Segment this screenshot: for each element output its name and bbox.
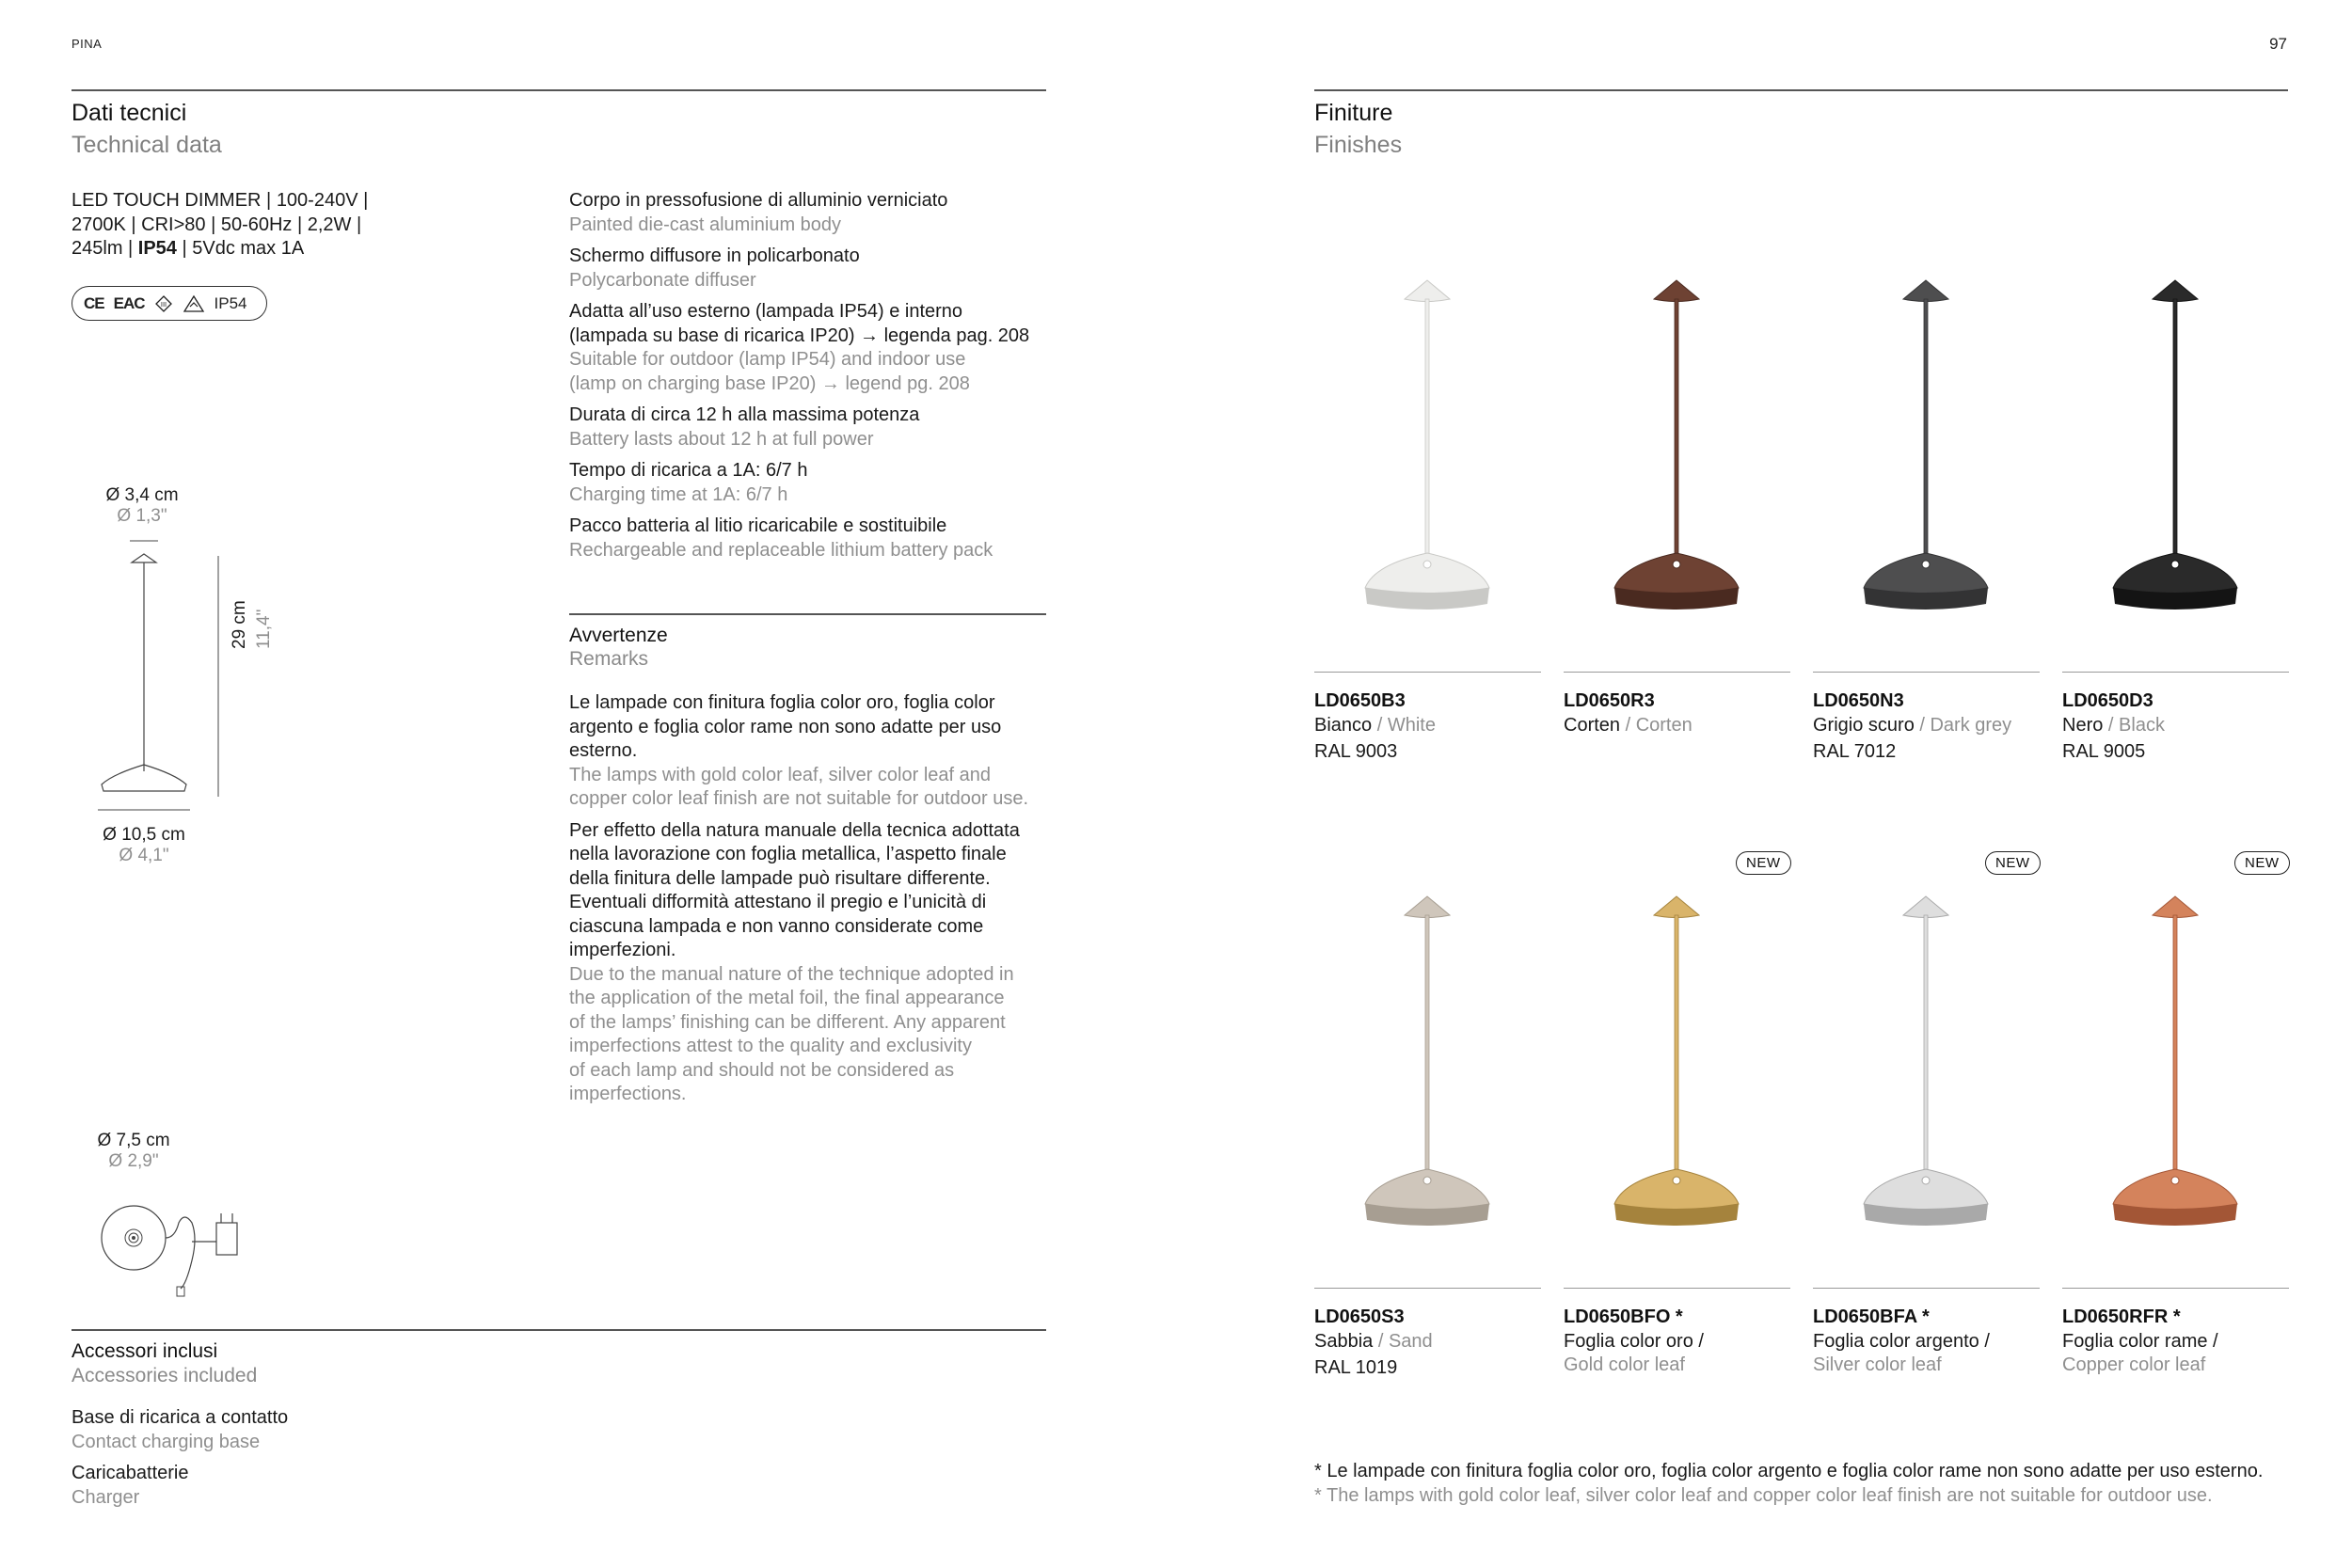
finish-code: LD0650BFO * xyxy=(1564,1307,1683,1327)
lamp-figure xyxy=(1352,254,1502,635)
finish-name xyxy=(1564,1330,1808,1377)
feature-text-en: Suitable for outdoor (lamp IP54) and indoor use xyxy=(569,349,966,370)
feature-text: Adatta all’uso esterno (lampada IP54) e interno xyxy=(569,301,963,322)
remarks-line-en: of the lamps’ finishing can be different. Any apparent xyxy=(569,1011,1006,1033)
divider xyxy=(1314,672,1541,673)
finish-card xyxy=(1314,235,1541,762)
finish-card xyxy=(1813,235,2040,762)
footnote: * Le lampade con finitura foglia color oro, foglia color argento e foglia color rame non sono adatte per uso esterno. xyxy=(1314,1461,2264,1481)
new-badge: NEW xyxy=(1985,851,2041,875)
finish-name-it: Foglia color rame / xyxy=(2062,1331,2218,1352)
finish-name-en: Corten xyxy=(1635,715,1692,736)
finish-name-en: Copper color leaf xyxy=(2062,1354,2206,1375)
ral-code: RAL 1019 xyxy=(1314,1357,1398,1378)
divider xyxy=(72,89,1046,91)
remarks-text xyxy=(569,691,1049,1107)
finish-sep: / xyxy=(2103,715,2120,736)
new-badge: NEW xyxy=(2234,851,2290,875)
finish-name-it: Foglia color argento / xyxy=(1813,1331,1990,1352)
lamp-image xyxy=(1851,870,2001,1246)
feature-text-en: Rechargeable and replaceable lithium battery pack xyxy=(569,539,993,561)
remarks-line-en: Due to the manual nature of the technique adopted in xyxy=(569,963,1014,985)
charger-drawing xyxy=(94,1195,254,1298)
remarks-line: della finitura delle lampade può risultare differente. xyxy=(569,867,991,889)
new-badge: NEW xyxy=(1736,851,1791,875)
lamp-figure xyxy=(1601,870,1752,1251)
finish-name xyxy=(1813,714,2058,737)
section-title: Dati tecnici xyxy=(72,100,187,126)
finish-name-it: Corten xyxy=(1564,715,1621,736)
finish-name xyxy=(1813,1330,2058,1377)
remarks-paragraph xyxy=(569,819,1049,1107)
finish-name-en: Gold color leaf xyxy=(1564,1354,1685,1375)
feature-text: Tempo di ricarica a 1A: 6/7 h xyxy=(569,460,808,481)
finishes-title: Finiture xyxy=(1314,100,1393,126)
remarks-line: Eventuali difformità attestano il pregio e l’unicità di xyxy=(569,892,987,912)
finishes-subtitle: Finishes xyxy=(1314,132,1403,158)
specs-line: 2700K | CRI>80 | 50-60Hz | 2,2W | xyxy=(72,214,362,235)
finish-name-it: Grigio scuro xyxy=(1813,715,1915,736)
lamp-figure xyxy=(1601,254,1752,635)
finish-card xyxy=(1813,851,2040,1378)
lamp-image xyxy=(1851,254,2001,630)
feature-item xyxy=(569,404,1049,451)
lamp-figure xyxy=(2100,254,2250,635)
accessories-title: Accessori inclusi xyxy=(72,1340,218,1362)
ral-code: RAL 9005 xyxy=(2062,741,2146,762)
finish-name xyxy=(1564,714,1808,737)
accessories-subtitle: Accessories included xyxy=(72,1365,258,1386)
accessory-name-en: Charger xyxy=(72,1486,140,1508)
divider xyxy=(569,613,1046,615)
finish-name-en: Dark grey xyxy=(1930,715,2012,736)
feature-item xyxy=(569,515,1049,562)
feature-item xyxy=(569,459,1049,507)
accessory-name: Caricabatterie xyxy=(72,1463,189,1483)
lamp-figure xyxy=(2100,870,2250,1251)
height-label-inches: 11,4" xyxy=(254,609,274,649)
finish-sep: / xyxy=(1914,715,1931,736)
finish-code: LD0650R3 xyxy=(1564,690,1655,711)
finish-card xyxy=(1564,235,1790,762)
feature-list xyxy=(569,189,1049,570)
feature-text-en: Polycarbonate diffuser xyxy=(569,269,756,291)
base-diameter-label: Ø 10,5 cm Ø 4,1" xyxy=(103,825,185,865)
accessory-name-en: Contact charging base xyxy=(72,1431,261,1452)
accessory-item xyxy=(72,1406,542,1454)
finish-sep: / xyxy=(1373,1331,1389,1352)
finish-name xyxy=(1314,1330,1559,1354)
safety-triangle-icon xyxy=(183,294,205,313)
accessory-item xyxy=(72,1462,542,1510)
class-iii-icon xyxy=(154,294,173,313)
remarks-line: Le lampade con finitura foglia color oro, foglia color xyxy=(569,692,995,713)
finish-name-en: Sand xyxy=(1388,1331,1433,1352)
finish-code: LD0650D3 xyxy=(2062,690,2153,711)
feature-text: Corpo in pressofusione di alluminio verniciato xyxy=(569,190,948,211)
finish-card xyxy=(2062,235,2289,762)
ce-mark: CE xyxy=(84,293,104,312)
finish-card xyxy=(1564,851,1790,1378)
remarks-line: ciascuna lampada e non vanno considerate come xyxy=(569,915,984,937)
lamp-image xyxy=(2100,254,2250,630)
feature-text: Pacco batteria al litio ricaricabile e sostituibile xyxy=(569,515,947,536)
divider xyxy=(1314,1288,1541,1289)
divider xyxy=(1564,1288,1790,1289)
remarks-line-en: imperfections. xyxy=(569,1084,687,1104)
finish-name xyxy=(2062,714,2307,737)
finish-name-en: Black xyxy=(2119,715,2165,736)
finish-card xyxy=(2062,851,2289,1378)
remarks-line-en: The lamps with gold color leaf, silver color leaf and xyxy=(569,764,991,785)
feature-text: Durata di circa 12 h alla massima potenza xyxy=(569,404,920,425)
finish-name-en: Silver color leaf xyxy=(1813,1354,1942,1375)
divider xyxy=(72,1329,1046,1331)
remarks-line-en: of each lamp and should not be considered as xyxy=(569,1059,955,1081)
svg-text:III: III xyxy=(160,300,167,309)
lamp-dimension-drawing xyxy=(85,531,292,832)
finish-name-it: Sabbia xyxy=(1314,1331,1374,1352)
finish-name-it: Bianco xyxy=(1314,715,1373,736)
divider xyxy=(2062,672,2289,673)
finish-code: LD0650RFR * xyxy=(2062,1307,2181,1327)
ral-code: RAL 9003 xyxy=(1314,741,1398,762)
remarks-line: nella lavorazione con foglia metallica, l’aspetto finale xyxy=(569,844,1007,864)
finish-name xyxy=(1314,714,1559,737)
height-label: 29 cm xyxy=(230,600,249,649)
lamp-image xyxy=(2100,870,2250,1246)
section-subtitle: Technical data xyxy=(72,132,222,158)
footnote-en: * The lamps with gold color leaf, silver color leaf and copper color leaf finish are not suitable for outdoor use. xyxy=(1314,1485,2213,1506)
accessories-list xyxy=(72,1406,542,1517)
finish-name-it: Nero xyxy=(2062,715,2104,736)
lamp-figure xyxy=(1851,254,2001,635)
divider xyxy=(1314,89,2288,91)
top-diameter-label: Ø 3,4 cm Ø 1,3" xyxy=(105,485,179,526)
feature-text: Schermo diffusore in policarbonato xyxy=(569,245,860,266)
specs-line: 245lm | IP54 | 5Vdc max 1A xyxy=(72,238,305,259)
remarks-line-en: copper color leaf finish are not suitable for outdoor use. xyxy=(569,788,1029,809)
remarks-line: imperfezioni. xyxy=(569,940,676,960)
feature-text-en: Battery lasts about 12 h at full power xyxy=(569,428,874,450)
feature-item xyxy=(569,189,1049,237)
remarks-line: argento e foglia color rame non sono adatte per uso xyxy=(569,716,1002,737)
finish-code: LD0650S3 xyxy=(1314,1307,1405,1327)
remarks-title: Avvertenze xyxy=(569,625,668,646)
feature-item xyxy=(569,245,1049,293)
divider xyxy=(1564,672,1790,673)
divider xyxy=(1813,1288,2040,1289)
specs xyxy=(72,189,368,261)
running-header: PINA xyxy=(72,37,103,51)
remarks-paragraph xyxy=(569,691,1049,812)
finish-code: LD0650N3 xyxy=(1813,690,1904,711)
finish-card xyxy=(1314,851,1541,1378)
lamp-figure xyxy=(1851,870,2001,1251)
finish-sep: / xyxy=(1372,715,1388,736)
finish-name xyxy=(2062,1330,2307,1377)
accessory-name: Base di ricarica a contatto xyxy=(72,1407,289,1428)
feature-text-en: (lamp on charging base IP20) → legend pg. 208 xyxy=(569,372,970,394)
feature-text-en: Charging time at 1A: 6/7 h xyxy=(569,483,788,505)
page-number: 97 xyxy=(2269,35,2287,53)
eac-mark: EAC xyxy=(113,293,145,312)
specs-line: LED TOUCH DIMMER | 100-240V | xyxy=(72,190,369,211)
feature-text-en: Painted die-cast aluminium body xyxy=(569,214,842,235)
remarks-line: esterno. xyxy=(569,740,638,761)
lamp-image xyxy=(1352,870,1502,1246)
feature-text: (lampada su base di ricarica IP20) → legenda pag. 208 xyxy=(569,325,1030,346)
remarks-line: Per effetto della natura manuale della tecnica adottata xyxy=(569,819,1020,841)
finish-sep: / xyxy=(1620,715,1636,736)
finish-name-it: Foglia color oro / xyxy=(1564,1331,1704,1352)
finish-name-en: White xyxy=(1387,715,1436,736)
lamp-image xyxy=(1601,254,1752,630)
ral-code: RAL 7012 xyxy=(1813,741,1897,762)
remarks-line-en: the application of the metal foil, the final appearance xyxy=(569,988,1005,1008)
remarks-subtitle: Remarks xyxy=(569,648,649,670)
finish-code: LD0650BFA * xyxy=(1813,1307,1930,1327)
feature-item xyxy=(569,300,1049,396)
finish-code: LD0650B3 xyxy=(1314,690,1406,711)
charger-diameter-label: Ø 7,5 cm Ø 2,9" xyxy=(97,1131,170,1171)
certifications-badge xyxy=(72,286,267,321)
lamp-image xyxy=(1352,254,1502,630)
lamp-figure xyxy=(1352,870,1502,1251)
remarks-line-en: imperfections attest to the quality and exclusivity xyxy=(569,1036,972,1056)
ip-rating: IP54 xyxy=(214,293,247,312)
lamp-image xyxy=(1601,870,1752,1246)
divider xyxy=(2062,1288,2289,1289)
divider xyxy=(1813,672,2040,673)
